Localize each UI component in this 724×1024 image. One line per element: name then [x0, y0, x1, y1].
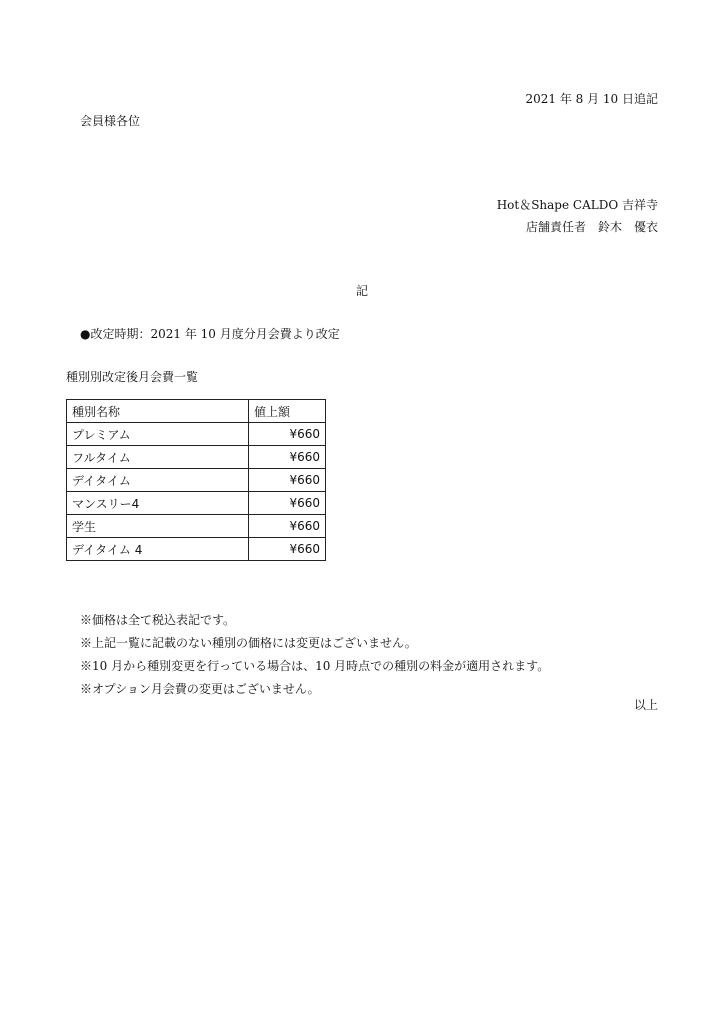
row-amount: ¥660: [249, 446, 326, 469]
table-row: [67, 423, 326, 446]
closing-word: 以上: [633, 698, 658, 712]
row-amount: ¥660: [249, 515, 326, 538]
row-amount: ¥660: [249, 538, 326, 561]
sender-company: Hot＆Shape CALDO 吉祥寺: [496, 198, 658, 212]
row-type-name: デイタイム: [67, 469, 249, 492]
row-type-name: フルタイム: [67, 446, 249, 469]
table-row: [67, 538, 326, 561]
row-amount: ¥660: [249, 492, 326, 515]
row-amount: ¥660: [249, 423, 326, 446]
document-date: 2021 年 8 月 10 日追記: [525, 92, 658, 106]
table-row: [67, 515, 326, 538]
recipient: 会員様各位: [80, 114, 141, 128]
table-row: [67, 492, 326, 515]
table-row: [67, 469, 326, 492]
row-type-name: デイタイム 4: [67, 538, 249, 561]
table-row: [67, 446, 326, 469]
header-increase-amount: 値上額: [249, 400, 326, 423]
row-type-name: 学生: [67, 515, 249, 538]
table-title: 種別別改定後月会費一覧: [66, 370, 199, 384]
table-header-row: [67, 400, 326, 423]
note-type-change: ※10 月から種別変更を行っている場合は、10 月時点での種別の料金が適用されます。: [80, 659, 550, 673]
header-type-name: 種別名称: [67, 400, 249, 423]
row-amount: ¥660: [249, 469, 326, 492]
note-tax-included: ※価格は全て税込表記です。: [80, 613, 236, 627]
row-type-name: プレミアム: [67, 423, 249, 446]
sender-manager: 店舗責任者 鈴木 優衣: [525, 220, 658, 234]
notes-section: [80, 612, 549, 704]
revision-timing: ●改定時期：2021 年 10 月度分月会費より改定: [80, 327, 340, 341]
ki-heading: 記: [356, 284, 369, 298]
row-type-name: マンスリー4: [67, 492, 249, 515]
note-unlisted-types: ※上記一覧に記載のない種別の価格には変更はございません。: [80, 636, 417, 650]
fee-table: [66, 399, 326, 561]
note-option-fees: ※オプション月会費の変更はございません。: [80, 682, 320, 696]
